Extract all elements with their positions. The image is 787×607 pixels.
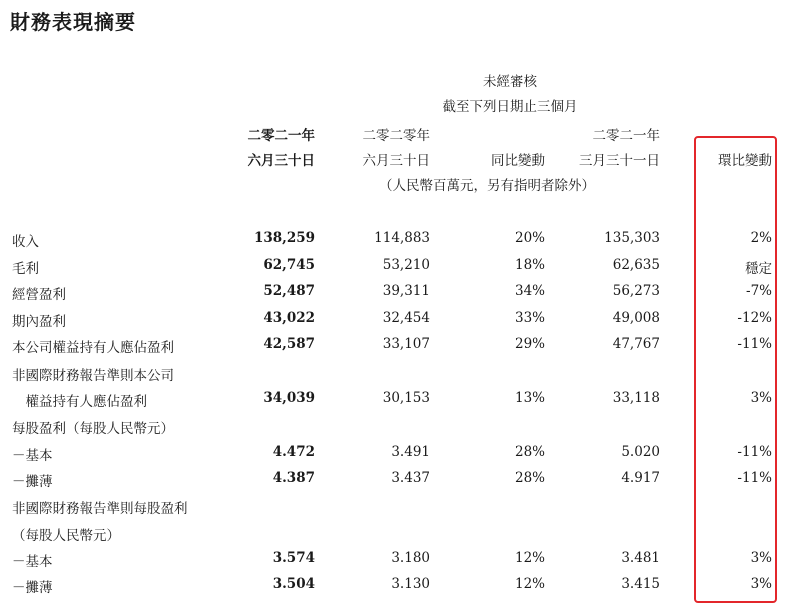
row-cell-c1: 4.387 bbox=[272, 470, 315, 486]
row-label: －基本 bbox=[12, 554, 53, 570]
row-cell-c1: 138,259 bbox=[253, 230, 315, 246]
row-cell-c5: 3% bbox=[750, 576, 772, 592]
header-col1-line1: 二零二一年 bbox=[247, 128, 315, 144]
row-label: －攤薄 bbox=[12, 474, 53, 490]
row-cell-c5: -11% bbox=[737, 470, 772, 486]
row-cell-c5: -11% bbox=[737, 444, 772, 460]
row-label: 每股盈利（每股人民幣元） bbox=[12, 421, 174, 437]
row-cell-c5: -11% bbox=[737, 336, 772, 352]
header-col5: 環比變動 bbox=[718, 153, 772, 169]
highlight-box bbox=[694, 136, 777, 603]
row-cell-c3: 20% bbox=[514, 230, 545, 246]
row-cell-c2: 3.437 bbox=[391, 470, 430, 486]
row-cell-c3: 34% bbox=[514, 283, 545, 299]
row-cell-c1: 4.472 bbox=[272, 444, 315, 460]
row-cell-c2: 39,311 bbox=[382, 283, 430, 299]
row-label: 非國際財務報告準則每股盈利 bbox=[12, 501, 188, 517]
header-unaudited: 未經審核 bbox=[483, 74, 537, 90]
row-cell-c1: 52,487 bbox=[263, 283, 315, 299]
row-cell-c4: 3.481 bbox=[621, 550, 660, 566]
row-cell-c3: 13% bbox=[514, 390, 545, 406]
row-label: 期內盈利 bbox=[12, 314, 66, 330]
row-cell-c3: 12% bbox=[514, 576, 545, 592]
header-period: 截至下列日期止三個月 bbox=[442, 99, 578, 115]
row-cell-c4: 62,635 bbox=[612, 257, 660, 273]
row-cell-c4: 5.020 bbox=[621, 444, 660, 460]
row-cell-c1: 62,745 bbox=[263, 257, 315, 273]
row-cell-c1: 3.504 bbox=[272, 576, 315, 592]
row-cell-c3: 33% bbox=[514, 310, 545, 326]
row-cell-c4: 33,118 bbox=[612, 390, 660, 406]
row-cell-c1: 43,022 bbox=[263, 310, 315, 326]
page-title: 財務表現摘要 bbox=[10, 10, 136, 34]
row-cell-c4: 135,303 bbox=[604, 230, 660, 246]
row-cell-c5: -12% bbox=[737, 310, 772, 326]
row-cell-c4: 49,008 bbox=[612, 310, 660, 326]
row-label: 經營盈利 bbox=[12, 287, 66, 303]
row-cell-c5: 穩定 bbox=[745, 261, 772, 277]
row-label: 本公司權益持有人應佔盈利 bbox=[12, 340, 174, 356]
row-cell-c2: 30,153 bbox=[382, 390, 430, 406]
row-label: －攤薄 bbox=[12, 580, 53, 596]
row-cell-c4: 4.917 bbox=[621, 470, 660, 486]
row-cell-c4: 47,767 bbox=[612, 336, 660, 352]
row-cell-c5: 2% bbox=[750, 230, 772, 246]
row-cell-c3: 28% bbox=[514, 470, 545, 486]
row-label: 收入 bbox=[12, 234, 39, 250]
row-label: －基本 bbox=[12, 448, 53, 464]
row-cell-c3: 28% bbox=[514, 444, 545, 460]
row-cell-c4: 56,273 bbox=[612, 283, 660, 299]
row-cell-c5: -7% bbox=[746, 283, 772, 299]
row-cell-c2: 114,883 bbox=[374, 230, 430, 246]
row-cell-c3: 18% bbox=[514, 257, 545, 273]
row-cell-c3: 12% bbox=[514, 550, 545, 566]
row-cell-c4: 3.415 bbox=[621, 576, 660, 592]
row-label: 非國際財務報告準則本公司 bbox=[12, 368, 174, 384]
header-col3: 同比變動 bbox=[491, 153, 545, 169]
row-cell-c2: 3.130 bbox=[391, 576, 430, 592]
row-cell-c2: 3.180 bbox=[391, 550, 430, 566]
row-label: 權益持有人應佔盈利 bbox=[12, 394, 147, 410]
row-cell-c3: 29% bbox=[514, 336, 545, 352]
row-cell-c2: 33,107 bbox=[382, 336, 430, 352]
header-col4-line1: 二零二一年 bbox=[592, 128, 660, 144]
header-col1-line2: 六月三十日 bbox=[247, 153, 315, 169]
row-cell-c1: 3.574 bbox=[272, 550, 315, 566]
row-label: 毛利 bbox=[12, 261, 39, 277]
row-cell-c2: 32,454 bbox=[382, 310, 430, 326]
row-cell-c2: 3.491 bbox=[391, 444, 430, 460]
header-unit-note: （人民幣百萬元，另有指明者除外） bbox=[379, 178, 595, 194]
row-cell-c1: 42,587 bbox=[263, 336, 315, 352]
row-cell-c1: 34,039 bbox=[263, 390, 315, 406]
row-cell-c5: 3% bbox=[750, 390, 772, 406]
row-cell-c5: 3% bbox=[750, 550, 772, 566]
row-label: （每股人民幣元） bbox=[12, 528, 120, 544]
header-col2-line2: 六月三十日 bbox=[362, 153, 430, 169]
header-col2-line1: 二零二零年 bbox=[362, 128, 430, 144]
header-col4-line2: 三月三十一日 bbox=[579, 153, 660, 169]
row-cell-c2: 53,210 bbox=[382, 257, 430, 273]
